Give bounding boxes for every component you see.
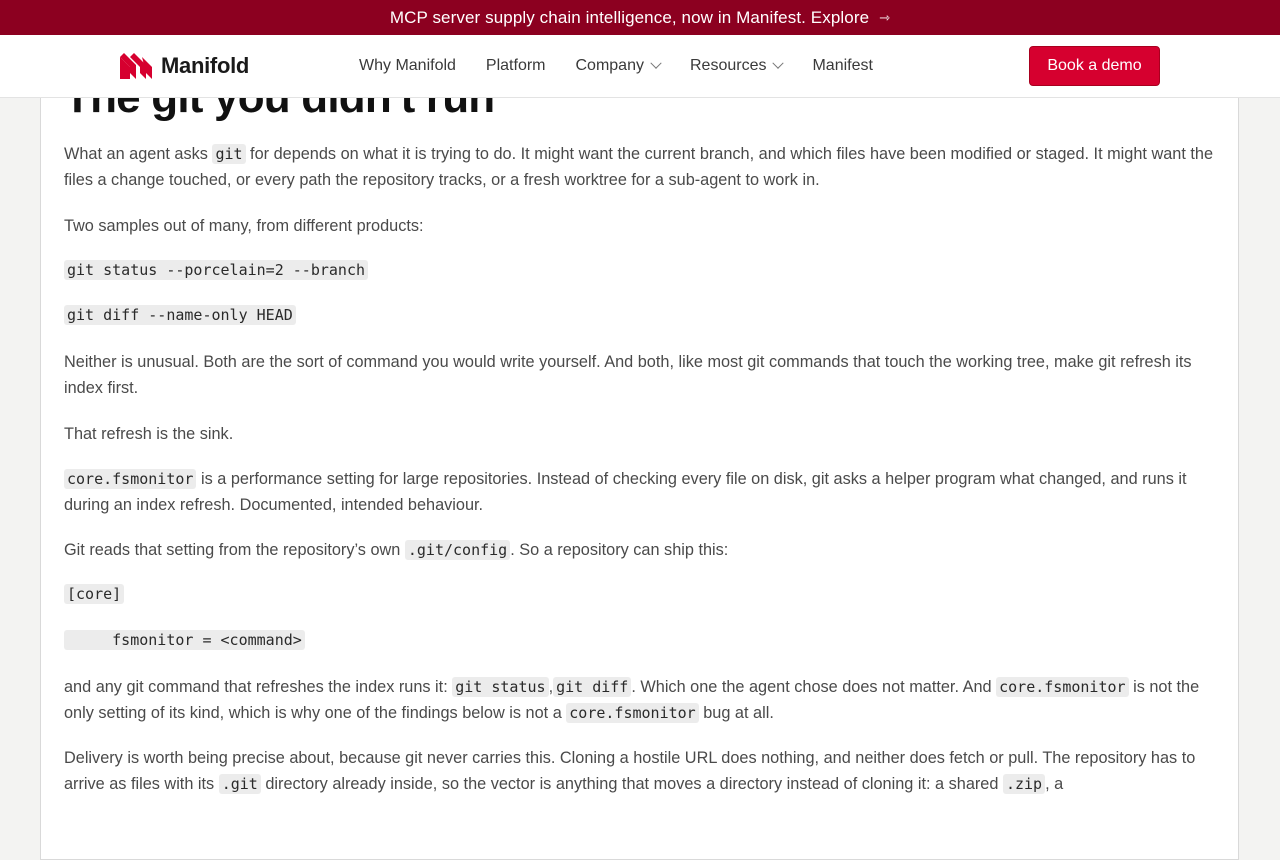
arrow-right-icon: ⇾ [879, 9, 891, 25]
text: Git reads that setting from the repository’s own [64, 541, 405, 559]
text: is a performance setting for large repositories. Instead of checking every file on disk, git asks a helper program what changed, and runs it during an index refresh. Documented, intended behaviour. [64, 470, 1187, 514]
code-sample-git-status [64, 261, 368, 279]
text: and any git command that refreshes the index runs it: [64, 678, 453, 696]
code-text: git diff --name-only HEAD [64, 305, 296, 325]
inline-code: .zip [1003, 774, 1045, 794]
banner-text[interactable]: MCP server supply chain intelligence, now in Manifest. Explore [389, 7, 870, 27]
text: , a [1045, 775, 1064, 793]
text: bug at all. [698, 704, 774, 722]
nav-link-platform[interactable] [486, 57, 546, 75]
text: . Which one the agent chose does not matter. And [631, 678, 997, 696]
nav-links [359, 35, 903, 97]
text: is not the only setting of its kind, which is why one of the findings below is not a [64, 678, 1200, 722]
paragraph-agent-asks [64, 141, 1224, 193]
logo-text: Manifold [161, 53, 250, 78]
nav-link-resources[interactable] [690, 57, 782, 75]
code-text: [core] [64, 584, 124, 604]
paragraph-fsmonitor [64, 466, 1224, 518]
paragraph-delivery [64, 745, 1224, 797]
nav-link-manifest[interactable] [812, 57, 872, 75]
text: directory already inside, so the vector is anything that moves a directory instead of cloning it: a shared [260, 775, 1003, 793]
inline-code: git status [452, 677, 548, 697]
text: for depends on what it is trying to do. It might want the current branch, and which files have been modified or staged. It might want the files a change touched, or every path the repository tracks, or a fresh worktree for a sub-agent to work in. [64, 145, 1213, 189]
nav-link-company[interactable] [576, 57, 660, 75]
manifold-logo-icon [120, 53, 152, 79]
paragraph-refresh-sink: That refresh is the sink. [64, 425, 234, 443]
top-navigation [0, 35, 1280, 98]
code-text: fsmonitor = <command> [64, 630, 305, 650]
chevron-down-icon [650, 58, 661, 69]
text: , [548, 678, 554, 696]
text: . So a repository can ship this: [510, 541, 729, 559]
paragraph-neither-unusual: Neither is unusual. Both are the sort of command you would write yourself. And both, like most git commands that touch the working tree, make git refresh its index first. [64, 353, 1192, 397]
code-sample-core [64, 585, 124, 603]
announcement-banner[interactable] [0, 0, 1280, 35]
nav-link-label: Company [575, 57, 644, 74]
inline-code: git [212, 144, 245, 164]
text: Delivery is worth being precise about, because git never carries this. Cloning a hostile URL does nothing, and neither does fetch or pull. The repository has to arrive as files with its [64, 749, 1196, 793]
inline-code: .git [219, 774, 261, 794]
nav-link-why-manifold[interactable] [359, 57, 456, 75]
code-sample-fsmonitor [64, 631, 305, 649]
inline-code: core.fsmonitor [64, 469, 196, 489]
inline-code: .git/config [405, 540, 510, 560]
paragraph-two-samples: Two samples out of many, from different products: [64, 217, 424, 235]
nav-link-label: Why Manifold [359, 57, 456, 74]
inline-code: git diff [553, 677, 631, 697]
chevron-down-icon [773, 58, 784, 69]
inline-code: core.fsmonitor [996, 677, 1128, 697]
inline-code: core.fsmonitor [566, 703, 698, 723]
code-text: git status --porcelain=2 --branch [64, 260, 368, 280]
nav-link-label: Platform [485, 57, 546, 74]
nav-link-label: Resources [689, 57, 767, 74]
logo[interactable] [120, 53, 249, 79]
paragraph-git-config [64, 537, 1224, 563]
nav-link-label: Manifest [812, 57, 873, 74]
book-demo-button[interactable]: Book a demo [1029, 46, 1160, 86]
paragraph-any-git-command [64, 674, 1224, 726]
text: What an agent asks [64, 145, 213, 163]
code-sample-git-diff [64, 306, 296, 324]
